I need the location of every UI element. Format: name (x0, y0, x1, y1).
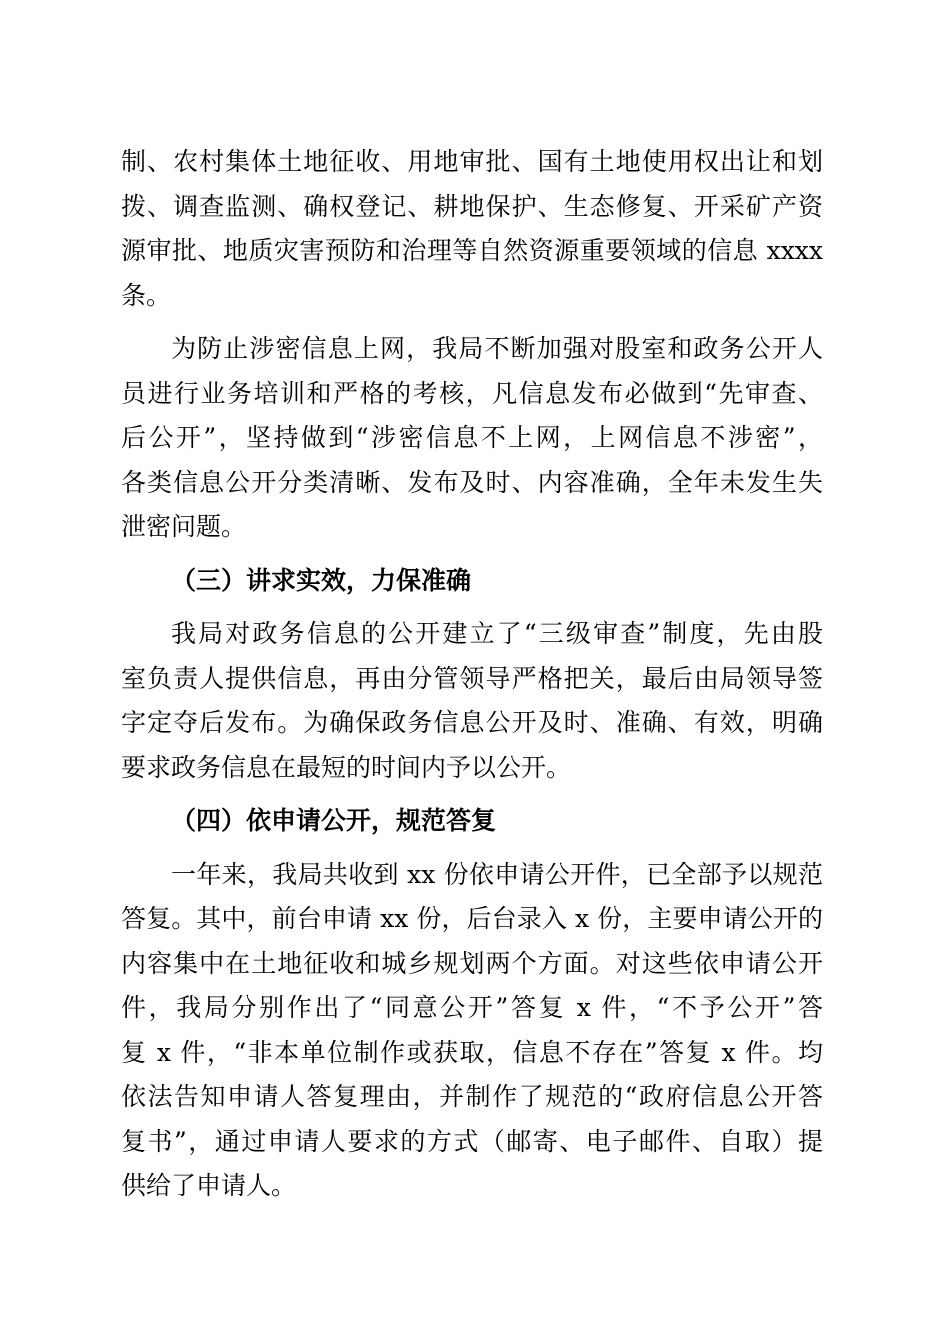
paragraph-review (121, 612, 823, 790)
text-line: 各类信息公开分类清晰、发布及时、内容准确，全年未发生失 (121, 467, 823, 497)
text-line: 复 x 件，“非本单位制作或获取，信息不存在”答复 x 件。均 (121, 1037, 823, 1067)
section-heading-3 (121, 559, 823, 604)
text-line: 要求政务信息在最短的时间内予以公开。 (121, 752, 572, 782)
paragraph-land-info (121, 140, 823, 318)
text-line: 一年来，我局共收到 xx 份依申请公开件，已全部予以规范 (171, 859, 823, 889)
document-page (121, 140, 823, 1209)
text-line: 依法告知申请人答复理由，并制作了规范的“政府信息公开答 (121, 1082, 823, 1111)
paragraph-secrecy (121, 327, 823, 550)
text-line: 复书”，通过申请人要求的方式（邮寄、电子邮件、自取）提 (121, 1126, 823, 1156)
text-line: 泄密问题。 (121, 512, 247, 541)
section-heading-4 (121, 799, 823, 844)
text-line: 我局对政务信息的公开建立了“三级审查”制度，先由股 (171, 619, 823, 648)
text-line: 件，我局分别作出了“同意公开”答复 x 件，“不予公开”答 (121, 993, 823, 1022)
text-line: 拨、调查监测、确权登记、耕地保护、生态修复、开采矿产资 (121, 191, 823, 221)
text-line: 为防止涉密信息上网，我局不断加强对股室和政务公开人 (171, 334, 823, 363)
text-line: 制、农村集体土地征收、用地审批、国有土地使用权出让和划 (121, 147, 823, 176)
text-line: 室负责人提供信息，再由分管领导严格把关，最后由局领导签 (121, 663, 823, 693)
text-line: 答复。其中，前台申请 xx 份，后台录入 x 份，主要申请公开的 (121, 904, 823, 933)
text-line: 字定夺后发布。为确保政务信息公开及时、准确、有效，明确 (121, 708, 823, 737)
text-line: 内容集中在土地征收和城乡规划两个方面。对这些依申请公开 (121, 948, 823, 978)
heading-line: （三）讲求实效，力保准确 (171, 565, 472, 595)
heading-line: （四）依申请公开，规范答复 (171, 806, 497, 835)
text-line: 后公开”，坚持做到“涉密信息不上网，上网信息不涉密”， (121, 423, 823, 452)
text-line: 源审批、地质灾害预防和治理等自然资源重要领域的信息 xxxx (121, 236, 823, 265)
text-line: 条。 (121, 280, 172, 310)
paragraph-requests (121, 853, 823, 1209)
text-line: 供给了申请人。 (121, 1171, 297, 1200)
text-line: 员进行业务培训和严格的考核，凡信息发布必做到“先审查、 (121, 378, 823, 408)
